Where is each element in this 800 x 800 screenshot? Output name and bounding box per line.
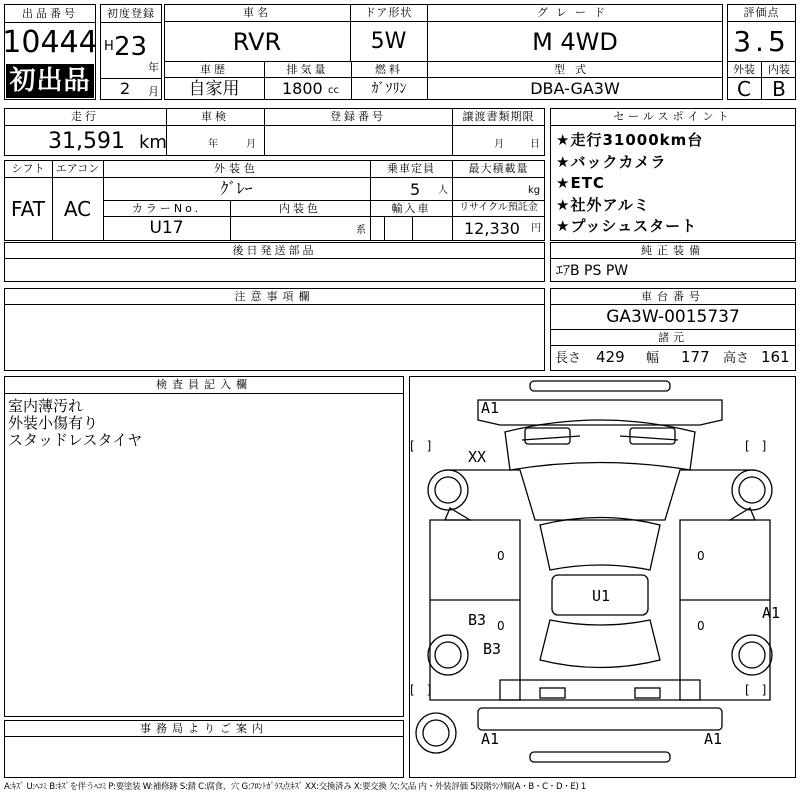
chassis-number: GA3W-0015737 <box>606 306 740 327</box>
windshield-shape <box>540 518 660 571</box>
capacity: 5 <box>410 180 421 199</box>
month-unit: 月 <box>148 85 159 98</box>
door-handle-rr: 0 <box>697 619 705 633</box>
body-front-line <box>445 470 755 520</box>
history: 自家用 <box>188 78 240 99</box>
inspector-note: 室内薄汚れ <box>8 397 84 415</box>
door-handle-rf: 0 <box>697 549 705 563</box>
mark-left-rear-fender: B3 <box>483 640 502 658</box>
displacement-label: 排気量 <box>286 62 329 76</box>
length: 429 <box>596 348 625 366</box>
mark-roof: U1 <box>592 587 611 605</box>
sales-point: ★社外アルミ <box>556 195 650 214</box>
front-bumper-shape <box>530 381 670 391</box>
rear-panel-shape <box>500 680 700 700</box>
inspector-note: 外装小傷有り <box>8 414 99 432</box>
mark-left-rear-door: B3 <box>468 611 487 629</box>
mirror-shapes <box>445 508 755 520</box>
left-body-shape <box>430 520 520 700</box>
first-reg-label: 初度登録 <box>107 6 155 20</box>
lot-number-label: 出品番号 <box>22 6 78 20</box>
right-front-tire <box>732 470 772 510</box>
recycle-unit: 円 <box>531 223 541 234</box>
mileage-label: 走行 <box>71 110 99 123</box>
height-label: 高さ <box>723 351 750 366</box>
recycle-fee: 12,330 <box>464 219 520 238</box>
fuel: ｶﾞｿﾘﾝ <box>371 81 407 97</box>
later-parts-label: 後日発送部品 <box>232 243 317 257</box>
model-label: 型式 <box>554 62 596 76</box>
right-body-shape <box>680 520 770 700</box>
year-unit: 年 <box>148 61 159 74</box>
reg-no-label: 登録番号 <box>330 110 386 123</box>
load-unit: kg <box>528 185 541 196</box>
door-handle-lf: 0 <box>497 549 505 563</box>
ac: AC <box>63 197 92 221</box>
sales-point: ★ETC <box>556 174 605 192</box>
chassis-label: 車台番号 <box>641 289 705 303</box>
bracket-left-front: [ ] <box>410 439 432 453</box>
left-front-tire <box>428 470 468 510</box>
right-headlight-shape <box>630 428 675 444</box>
ac-label: エアコン <box>55 162 100 175</box>
color-label: 外装色 <box>214 162 259 175</box>
capacity-label: 乗車定員 <box>387 162 435 175</box>
capacity-unit: 人 <box>438 185 448 196</box>
shift: FAT <box>10 197 45 221</box>
transfer-day-unit: 日 <box>530 139 540 150</box>
rear-glass-shape <box>540 620 660 668</box>
mark-rear-right: A1 <box>704 730 723 748</box>
insp-year-unit: 年 <box>208 139 218 150</box>
grade-label: グレード <box>537 6 613 19</box>
displacement-unit: cc <box>328 85 339 96</box>
interior-color-unit: 系 <box>356 225 366 236</box>
interior-label: 内装 <box>768 62 790 76</box>
color-no: U17 <box>149 218 184 238</box>
door-type: 5W <box>370 28 407 54</box>
left-taillight-shape <box>540 688 565 698</box>
interior-grade: B <box>772 77 786 101</box>
exterior-label: 外装 <box>733 62 755 76</box>
sales-point: ★プッシュスタート <box>556 217 698 235</box>
inspector-notes-label: 検査員記入欄 <box>156 378 252 391</box>
door-label: ドア形状 <box>364 6 413 19</box>
rear-step-shape <box>530 752 670 762</box>
inspection-label: 車検 <box>201 110 229 123</box>
reg-month: 2 <box>120 79 131 98</box>
right-taillight-shape <box>635 688 660 698</box>
color: ｸﾞﾚｰ <box>220 179 253 198</box>
left-rear-tire <box>428 635 468 675</box>
car-name: RVR <box>232 27 282 56</box>
inspector-note: スタッドレスタイヤ <box>8 431 143 449</box>
mark-right-rear-fender: A1 <box>762 604 781 622</box>
shift-label: シフト <box>11 162 45 175</box>
era-letter: H <box>104 39 114 54</box>
transfer-deadline-label: 譲渡書類期限 <box>462 110 535 123</box>
first-listing-badge: 初出品 <box>6 64 94 98</box>
rear-bumper-shape <box>478 708 722 730</box>
sales-points-label: セールスポイント <box>613 110 733 123</box>
spare-tire <box>416 713 456 753</box>
right-rear-tire <box>732 635 772 675</box>
history-label: 車歴 <box>200 62 228 76</box>
office-info-label: 事務局よりご案内 <box>140 721 268 735</box>
import-label: 輸入車 <box>391 201 431 215</box>
lot-number: 10444 <box>2 25 98 60</box>
bracket-right-front: [ ] <box>745 439 767 453</box>
score-label: 評価点 <box>743 6 780 19</box>
transfer-month-unit: 月 <box>494 139 504 150</box>
model: DBA-GA3W <box>530 79 620 98</box>
mark-rear-left: A1 <box>481 730 500 748</box>
reg-year: 23 <box>114 32 148 62</box>
notes-label: 注意事項欄 <box>234 289 315 303</box>
bracket-right-rear: [ ] <box>745 683 767 697</box>
legend: A:ｷｽﾞ U:ﾍｺﾐ B:ｷｽﾞを伴うﾍｺﾐ P:要塗装 W:補修跡 S:錆 C:腐食、穴 G:ﾌﾛﾝﾄｶﾞﾗｽ点ｷｽﾞ XX:交換済み X:要交換 欠:欠品 内・外装評価 5段階ﾗﾝｸ順(A・B・C・D・E) 1 <box>4 782 587 792</box>
equipment-value: ｴｱB PS PW <box>556 263 629 279</box>
exterior-grade: C <box>737 77 751 101</box>
mileage-unit: km <box>139 132 167 153</box>
bracket-left-rear: [ ] <box>410 683 432 697</box>
car-name-label: 車名 <box>243 6 271 19</box>
headlight-lines <box>522 436 678 440</box>
door-handle-lr: 0 <box>497 619 505 633</box>
score: 3.5 <box>733 24 790 58</box>
insp-month-unit: 月 <box>246 139 256 150</box>
sales-point: ★走行31000km台 <box>556 131 704 149</box>
mileage: 31,591 <box>48 129 125 154</box>
front-panel-shape <box>478 400 722 425</box>
width-label: 幅 <box>646 351 660 366</box>
left-headlight-shape <box>525 428 570 444</box>
equipment-label: 純正装備 <box>641 243 705 257</box>
mark-front-bumper: A1 <box>481 399 500 417</box>
displacement: 1800 <box>282 79 323 98</box>
width: 177 <box>681 348 710 366</box>
color-no-label: カラーNo. <box>131 201 202 215</box>
height: 161 <box>761 348 790 366</box>
max-load-label: 最大積載量 <box>468 162 529 175</box>
mark-left-front-fender: XX <box>468 448 487 466</box>
length-label: 長さ <box>555 351 582 366</box>
dims-label: 諸元 <box>658 330 688 344</box>
recycle-label: リサイクル預託金 <box>459 202 538 213</box>
grade: M 4WD <box>532 27 618 56</box>
interior-color-label: 内装色 <box>279 201 321 215</box>
sales-point: ★バックカメラ <box>556 152 667 171</box>
fuel-label: 燃料 <box>375 62 403 76</box>
